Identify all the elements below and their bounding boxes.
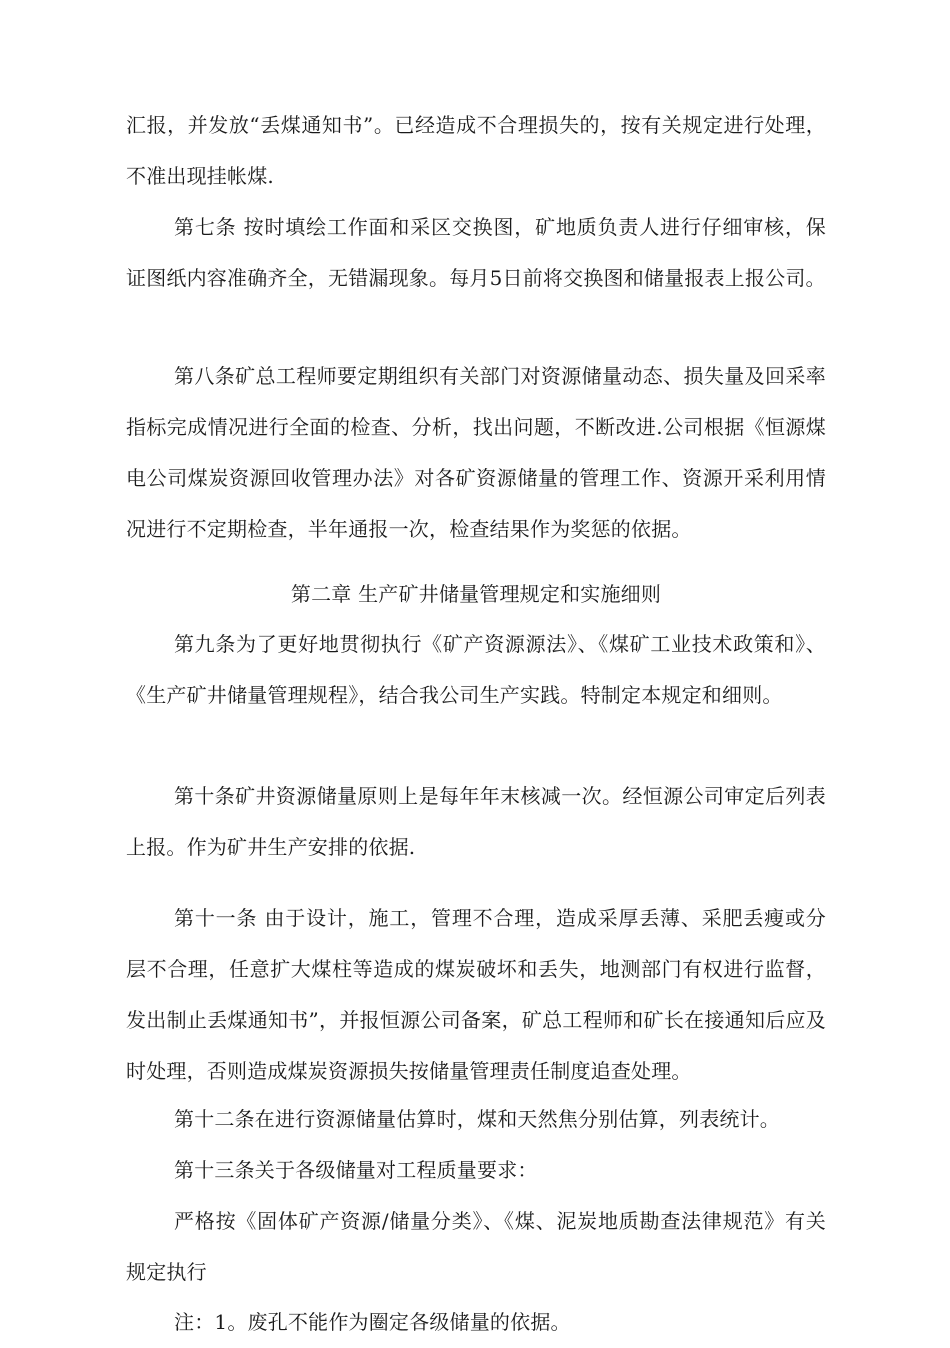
- paragraph-article-9: 第九条为了更好地贯彻执行《矿产资源源法》、《煤矿工业技术政策和》、《生产矿井储量管理规程》，结合我公司生产实践。特制定本规定和细则。: [126, 632, 826, 707]
- paragraph-standard-reference: 严格按《固体矿产资源/储量分类》、《煤、泥炭地质勘查法律规范》有关规定执行: [126, 1209, 826, 1284]
- paragraph-article-7: 第七条 按时填绘工作面和采区交换图，矿地质负责人进行仔细审核，保证图纸内容准确齐全，无错漏现象。每月5日前将交换图和储量报表上报公司。: [126, 215, 826, 290]
- paragraph-article-12: 第十二条在进行资源储量估算时，煤和天然焦分别估算，列表统计。: [174, 1107, 780, 1131]
- paragraph-note: 注：1。废孔不能作为圈定各级储量的依据。: [174, 1310, 571, 1334]
- paragraph-article-11: 第十一条 由于设计，施工，管理不合理，造成采厚丢薄、采肥丢瘦或分层不合理，任意扩大煤柱等造成的煤炭破坏和丢失，地测部门有权进行监督，发出制止丢煤通知书”，并报恒源公司备案，矿总工程师和矿长在接通知后应及时处理，否则造成煤炭资源损失按储量管理责任制度追查处理。: [126, 906, 826, 1083]
- chapter-heading: 第二章 生产矿井储量管理规定和实施细则: [290, 582, 662, 606]
- paragraph-article-8: 第八条矿总工程师要定期组织有关部门对资源储量动态、损失量及回采率指标完成情况进行全面的检查、分析，找出问题，不断改进.公司根据《恒源煤电公司煤炭资源回收管理办法》对各矿资源储量的管理工作、资源开采利用情况进行不定期检查，半年通报一次，检查结果作为奖惩的依据。: [126, 364, 826, 541]
- paragraph-article-13: 第十三条关于各级储量对工程质量要求：: [174, 1158, 538, 1182]
- paragraph-continuation: 汇报，并发放“丢煤通知书”。已经造成不合理损失的，按有关规定进行处理，不准出现挂帐煤.: [126, 113, 826, 188]
- paragraph-article-10: 第十条矿井资源储量原则上是每年年末核减一次。经恒源公司审定后列表上报。作为矿井生产安排的依据.: [126, 784, 826, 859]
